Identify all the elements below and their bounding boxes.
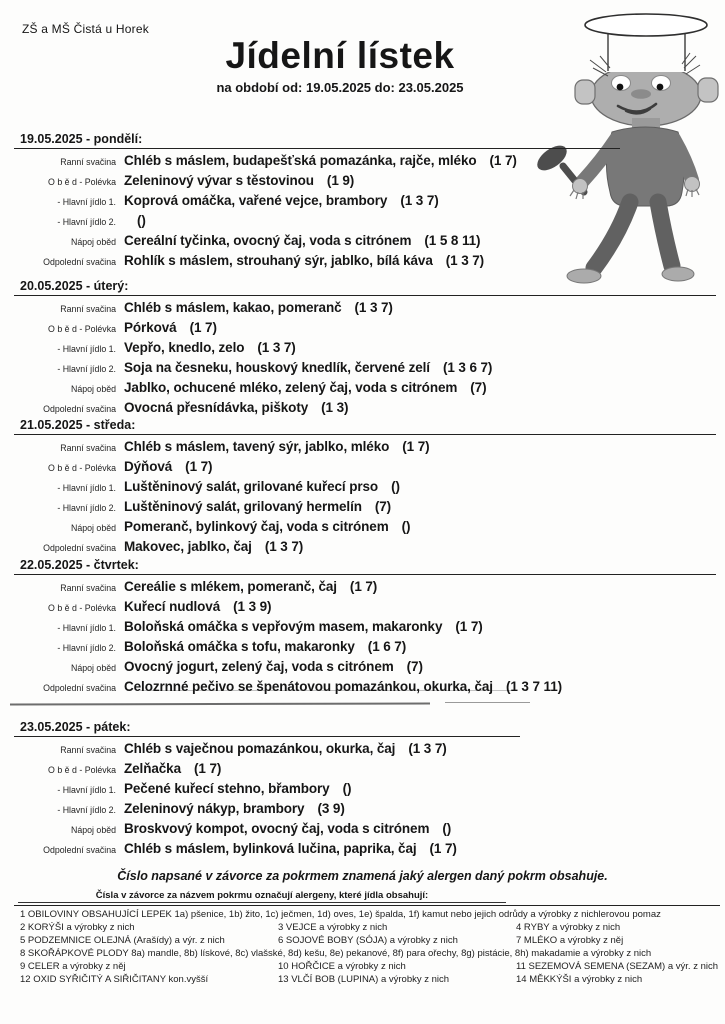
meal-text <box>116 759 221 779</box>
meal-text <box>116 378 486 398</box>
meal-text <box>116 457 212 477</box>
meal-name: Chléb s máslem, kakao, pomeranč <box>124 300 342 315</box>
day-header: 21.05.2025 - středa: <box>20 418 136 432</box>
meal-name: Zeleninový nákyp, brambory <box>124 801 305 816</box>
meal-name: Ovocný jogurt, zelený čaj, voda s citrónem <box>124 659 394 674</box>
meal-text <box>116 437 430 457</box>
meal-name: Makovec, jablko, čaj <box>124 539 252 554</box>
meal-name: Jablko, ochucené mléko, zelený čaj, voda s citrónem <box>124 380 458 395</box>
allergen-item: 6 SOJOVÉ BOBY (SÓJA) a výrobky z nich <box>278 934 458 946</box>
day-header: 20.05.2025 - úterý: <box>20 279 129 293</box>
meal-name: Chléb s máslem, bylinková lučina, paprika, čaj <box>124 841 417 856</box>
menu-row <box>0 211 725 231</box>
allergen-code: () <box>137 213 146 228</box>
allergen-code: (1 7) <box>193 761 222 776</box>
menu-row <box>0 839 725 859</box>
meal-text <box>116 517 410 537</box>
allergen-code: () <box>401 519 411 534</box>
allergen-code: (7) <box>406 659 423 674</box>
allergen-code: (1 3 9) <box>233 599 272 614</box>
allergen-item: 10 HOŘČICE a výrobky z nich <box>278 960 406 972</box>
allergen-code: () <box>342 781 352 796</box>
meal-text <box>116 637 406 657</box>
meal-type-label: - Hlavní jídlo 2. <box>57 364 116 374</box>
meal-name: Zelňačka <box>124 761 181 776</box>
menu-row <box>0 637 725 657</box>
allergen-code: (1 7) <box>189 320 217 335</box>
meal-text <box>116 477 400 497</box>
meal-name: Chléb s vaječnou pomazánkou, okurka, čaj <box>124 741 396 756</box>
meal-text <box>116 231 480 251</box>
day-block-monday <box>0 131 725 271</box>
meal-type-label: - Hlavní jídlo 1. <box>57 344 116 354</box>
allergen-code: (1 5 8 11) <box>424 233 481 248</box>
meal-type-label: Ranní svačina <box>60 157 116 167</box>
allergen-code: (1 7) <box>185 459 213 474</box>
meal-text <box>116 298 393 318</box>
menu-row <box>0 597 725 617</box>
meal-type-label: Nápoj oběd <box>71 825 116 835</box>
meal-name: Koprová omáčka, vařené vejce, brambory <box>124 193 388 208</box>
allergen-item: 8 SKOŘÁPKOVÉ PLODY 8a) mandle, 8b) lískové, 8c) vlašské, 8d) kešu, 8e) pekanové, 8f) para ořechy, 8g) pistácie, 8h) makadamie a výrobky z nich <box>20 947 652 959</box>
meal-type-label: Ranní svačina <box>60 745 116 755</box>
allergen-code: (3 9) <box>317 801 345 816</box>
menu-row <box>0 739 725 759</box>
allergen-item: 5 PODZEMNICE OLEJNÁ (Arašídy) a výr. z nich <box>20 934 225 946</box>
meal-type-label: - Hlavní jídlo 2. <box>57 643 116 653</box>
allergen-note: Číslo napsané v závorce za pokrmem znamená jaký alergen daný pokrm obsahuje. <box>117 869 608 883</box>
meal-type-label: Ranní svačina <box>60 583 116 593</box>
meal-text <box>116 251 484 271</box>
meal-type-label: O b ě d - Polévka <box>48 463 116 473</box>
allergen-subnote: Čísla v závorce za názvem pokrmu označují alergeny, které jídla obsahují: <box>18 890 506 903</box>
menu-row <box>0 617 725 637</box>
meal-type-label: Odpolední svačina <box>43 683 116 693</box>
allergen-code: (1 9) <box>326 173 355 188</box>
meal-type-label: - Hlavní jídlo 2. <box>57 805 116 815</box>
day-block-friday <box>0 719 725 859</box>
meal-name: Chléb s máslem, tavený sýr, jablko, mléko <box>124 439 390 454</box>
school-name: ZŠ a MŠ Čistá u Horek <box>22 22 149 36</box>
menu-row <box>0 437 725 457</box>
meal-text <box>116 151 517 171</box>
meal-name: Cereálie s mlékem, pomeranč, čaj <box>124 579 337 594</box>
menu-row <box>0 677 725 697</box>
meal-type-label: O b ě d - Polévka <box>48 603 116 613</box>
meal-type-label: O b ě d - Polévka <box>48 177 116 187</box>
meal-type-label: Odpolední svačina <box>43 543 116 553</box>
meal-type-label: Nápoj oběd <box>71 384 116 394</box>
menu-row <box>0 398 725 418</box>
allergen-item: 7 MLÉKO a výrobky z něj <box>516 934 624 946</box>
meal-name: Chléb s máslem, budapešťská pomazánka, rajče, mléko <box>124 153 477 168</box>
meal-name: Celozrnné pečivo se špenátovou pomazánkou, okurka, čaj <box>124 679 493 694</box>
menu-row <box>0 759 725 779</box>
allergen-code: (1 3 7) <box>400 193 439 208</box>
meal-text <box>116 839 457 859</box>
meal-name: Boloňská omáčka s vepřovým masem, makaronky <box>124 619 443 634</box>
allergen-code: (1 3 7) <box>264 539 304 554</box>
meal-name: Kuřecí nudlová <box>124 599 221 614</box>
menu-row <box>0 537 725 557</box>
meal-type-label: Odpolední svačina <box>43 257 116 267</box>
allergen-code: (1 3 7) <box>354 300 393 315</box>
menu-row <box>0 298 725 318</box>
allergen-code: (1 7) <box>429 841 457 856</box>
menu-row <box>0 251 725 271</box>
meal-name: Soja na česneku, houskový knedlík, červené zelí <box>124 360 430 375</box>
meal-name: Ovocná přesnídávka, piškoty <box>124 400 309 415</box>
meal-type-label: Nápoj oběd <box>71 523 116 533</box>
meal-text <box>116 739 447 759</box>
meal-type-label: Odpolední svačina <box>43 404 116 414</box>
meal-text <box>116 779 351 799</box>
allergen-code: () <box>442 821 452 836</box>
meal-name: Pečené kuřecí stehno, břambory <box>124 781 330 796</box>
day-header: 23.05.2025 - pátek: <box>20 720 131 734</box>
allergen-code: (1 7) <box>349 579 378 594</box>
allergen-code: (1 3 7) <box>408 741 447 756</box>
day-header: 19.05.2025 - pondělí: <box>20 132 143 146</box>
meal-text <box>116 819 451 839</box>
weekly-menu <box>0 131 725 859</box>
meal-name: Zeleninový vývar s těstovinou <box>124 173 314 188</box>
menu-row <box>0 577 725 597</box>
allergen-item: 13 VLČÍ BOB (LUPINA) a výrobky z nich <box>278 973 450 985</box>
allergen-code: (1 7) <box>455 619 483 634</box>
menu-row <box>0 318 725 338</box>
divider <box>14 434 716 435</box>
meal-type-label: Nápoj oběd <box>71 237 116 247</box>
period-subtitle: na období od: 19.05.2025 do: 23.05.2025 <box>216 80 464 95</box>
divider <box>14 736 520 737</box>
meal-type-label: Ranní svačina <box>60 443 116 453</box>
meal-text <box>116 577 377 597</box>
meal-name: Rohlík s máslem, strouhaný sýr, jablko, bílá káva <box>124 253 433 268</box>
meal-name: Pórková <box>124 320 177 335</box>
allergen-legend <box>0 869 725 986</box>
divider <box>14 295 716 296</box>
menu-row <box>0 358 725 378</box>
meal-name: Pomeranč, bylinkový čaj, voda s citrónem <box>124 519 389 534</box>
menu-row <box>0 457 725 477</box>
day-header: 22.05.2025 - čtvrtek: <box>20 558 139 572</box>
meal-name: Luštěninový salát, grilované kuřecí prso <box>124 479 379 494</box>
menu-row <box>0 231 725 251</box>
allergen-item: 11 SEZEMOVÁ SEMENA (SEZAM) a výr. z nich <box>516 960 719 972</box>
menu-row <box>0 497 725 517</box>
divider <box>14 148 620 149</box>
allergen-item: 14 MĚKKÝŠI a výrobky z nich <box>516 973 643 985</box>
allergen-code: (1 7) <box>402 439 430 454</box>
day-block-wednesday <box>0 417 725 557</box>
meal-type-label: - Hlavní jídlo 1. <box>57 483 116 493</box>
meal-text <box>116 597 271 617</box>
meal-text <box>116 358 492 378</box>
meal-type-label: - Hlavní jídlo 1. <box>57 197 116 207</box>
meal-type-label: - Hlavní jídlo 2. <box>57 503 116 513</box>
allergen-code: (1 3 7) <box>257 340 296 355</box>
meal-type-label: Ranní svačina <box>60 304 116 314</box>
meal-type-label: - Hlavní jídlo 2. <box>57 217 116 227</box>
menu-row <box>0 191 725 211</box>
meal-text <box>116 191 439 211</box>
allergen-item: 2 KORÝŠI a výrobky z nich <box>20 921 135 933</box>
meal-text <box>116 318 217 338</box>
meal-text <box>116 171 354 191</box>
allergen-item: 12 OXID SYŘIČITÝ A SIŘIČITANY kon.vyšší <box>20 973 209 985</box>
menu-row <box>0 517 725 537</box>
meal-text <box>116 617 483 637</box>
meal-text <box>116 338 296 358</box>
meal-text <box>116 799 345 819</box>
allergen-code: (1 3) <box>321 400 349 415</box>
meal-type-label: Nápoj oběd <box>71 663 116 673</box>
meal-name: Vepřo, knedlo, zelo <box>124 340 245 355</box>
meal-text <box>116 677 562 697</box>
meal-type-label: O b ě d - Polévka <box>48 765 116 775</box>
allergen-code: (1 3 7 11) <box>505 679 563 694</box>
meal-text <box>116 398 348 418</box>
menu-row <box>0 819 725 839</box>
meal-name: Dýňová <box>124 459 173 474</box>
allergen-item: 3 VEJCE a výrobky z nich <box>278 921 388 933</box>
menu-row <box>0 151 725 171</box>
menu-row <box>0 779 725 799</box>
divider <box>14 905 720 906</box>
allergen-code: (1 3 7) <box>445 253 485 268</box>
meal-type-label: O b ě d - Polévka <box>48 324 116 334</box>
page-title: Jídelní lístek <box>225 35 455 76</box>
day-block-tuesday <box>0 278 725 418</box>
allergen-item: 9 CELER a výrobky z něj <box>20 960 126 972</box>
menu-row <box>0 657 725 677</box>
allergen-code: (1 6 7) <box>367 639 407 654</box>
allergen-item: 1 OBILOVINY OBSAHUJÍCÍ LEPEK 1a) pšenice, 1b) žito, 1c) ječmen, 1d) oves, 1e) špalda, 1f) kamut nebo jejich odrůdy a výrobky z nichlerovou pomaz <box>20 909 661 920</box>
meal-name: Boloňská omáčka s tofu, makaronky <box>124 639 355 654</box>
meal-type-label: Odpolední svačina <box>43 845 116 855</box>
meal-text <box>116 497 391 517</box>
meal-name: Cereální tyčinka, ovocný čaj, voda s citrónem <box>124 233 412 248</box>
menu-row <box>0 171 725 191</box>
allergen-code: (1 7) <box>489 153 517 168</box>
menu-row <box>0 338 725 358</box>
day-block-thursday <box>0 557 725 697</box>
allergen-item: 4 RYBY a výrobky z nich <box>516 921 621 933</box>
meal-name: Broskvový kompot, ovocný čaj, voda s citrónem <box>124 821 430 836</box>
meal-name: Luštěninový salát, grilovaný hermelín <box>124 499 362 514</box>
allergen-code: (1 3 6 7) <box>442 360 493 375</box>
menu-row <box>0 799 725 819</box>
menu-row <box>0 378 725 398</box>
allergen-code: (7) <box>374 499 392 514</box>
meal-type-label: - Hlavní jídlo 1. <box>57 623 116 633</box>
meal-type-label: - Hlavní jídlo 1. <box>57 785 116 795</box>
allergen-code: () <box>391 479 400 494</box>
allergen-table <box>0 909 725 986</box>
meal-text <box>116 211 146 231</box>
meal-text <box>116 657 423 677</box>
meal-text <box>116 537 303 557</box>
allergen-code: (7) <box>470 380 487 395</box>
menu-row <box>0 477 725 497</box>
divider <box>14 574 716 575</box>
